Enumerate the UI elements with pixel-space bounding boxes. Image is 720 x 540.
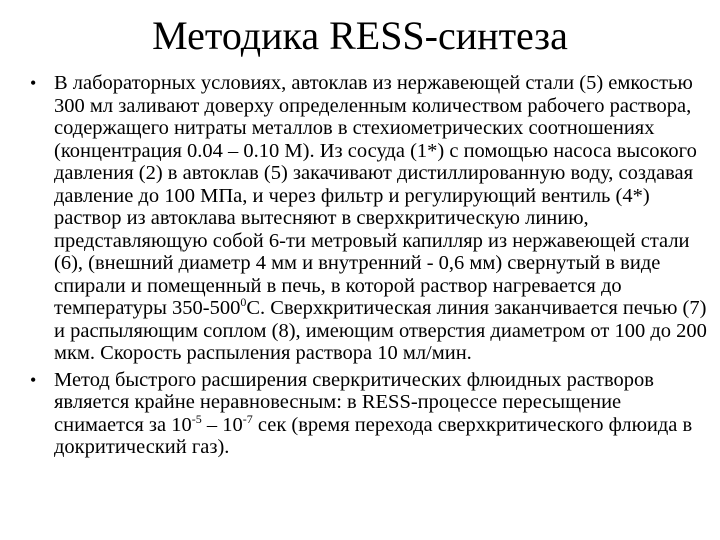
bullet-text-part: Метод быстрого расширения сверкритических флюидных растворов является крайне неравновесным: в RESS-процессе пересыщение снимается за 10 bbox=[54, 368, 654, 436]
bullet-text-part: – 10 bbox=[201, 413, 243, 436]
bullet-text-part: сек (время перехода сверхкритического флюида в докритический газ). bbox=[54, 413, 693, 458]
bullet-dot-icon: • bbox=[30, 369, 37, 390]
superscript-degree: 0 bbox=[240, 295, 247, 310]
bullet-item-autoclave bbox=[26, 72, 716, 365]
bullet-item-rapid-expansion bbox=[26, 369, 716, 459]
bullet-list bbox=[26, 72, 716, 463]
bullet-dot-icon: • bbox=[30, 73, 37, 93]
bullet-text bbox=[54, 72, 707, 364]
bullet-text-part: С. Сверхкритическая линия заканчивается печью (7) и распыляющим соплом (8), имеющим отверстия диаметром от 100 до 200 мкм. Скорость распыления раствора 10 мл/мин. bbox=[54, 297, 707, 364]
slide-title: Методика RESS-синтеза bbox=[152, 13, 568, 58]
bullet-text bbox=[54, 369, 692, 459]
superscript-exponent: -5 bbox=[191, 411, 202, 426]
bullet-text-part: В лабораторных условиях, автоклав из нержавеющей стали (5) емкостью 300 мл заливают доверху определенным количеством рабочего раствора, содержащего нитраты металлов в стехиометрических соотношениях (концентрация 0.04 – 0.10 М). Из сосуда (1*) с помощью насоса высокого давления (2) в автоклав (5) закачивают дистиллированную воду, создавая давление до 100 МПа, и через фильтр и регулирующий вентиль (4*) раствор из автоклава вытесняют в сверхкритическую линию, представляющую собой 6-ти метровый капилляр из нержавеющей стали (6), (внешний диаметр 4 мм и внутренний - 0,6 мм) свернутый в виде спирали и помещенный в печь, в которой раствор нагревается до температуры 350-500 bbox=[54, 72, 697, 319]
superscript-exponent: -7 bbox=[242, 411, 253, 426]
